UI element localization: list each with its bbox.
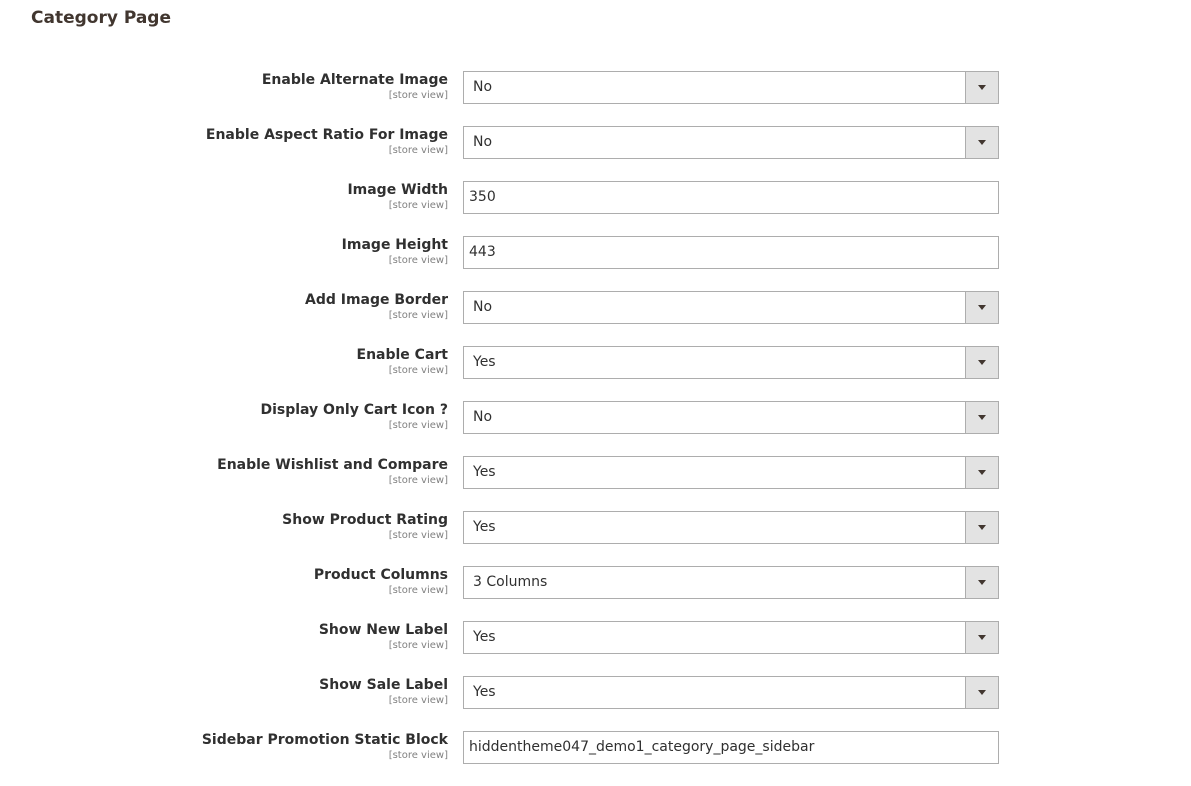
field-label-group (260, 402, 448, 432)
field-label: Add Image Border (304, 292, 448, 308)
field-scope: [store view] (388, 145, 448, 156)
field-row-sidebar-promotion-block (0, 731, 1191, 786)
field-label-group (342, 237, 448, 267)
chevron-down-icon (978, 305, 986, 310)
field-label-group (357, 347, 449, 377)
select-value: Yes (473, 464, 496, 480)
enable-alternate-image-select[interactable] (463, 71, 999, 104)
dropdown-toggle[interactable] (965, 457, 998, 488)
input-value: hiddentheme047_demo1_category_page_sidebar (469, 739, 815, 755)
field-label: Enable Alternate Image (261, 72, 448, 88)
field-row-enable-wishlist-compare (0, 456, 1191, 511)
field-scope: [store view] (388, 420, 448, 431)
field-scope: [store view] (388, 530, 448, 541)
select-value: Yes (473, 629, 496, 645)
field-scope: [store view] (388, 90, 448, 101)
field-scope: [store view] (388, 310, 448, 321)
field-scope: [store view] (388, 475, 448, 486)
image-height-input[interactable] (463, 236, 999, 269)
field-label: Display Only Cart Icon ? (260, 402, 448, 418)
select-value: 3 Columns (473, 574, 548, 590)
select-value: No (473, 79, 493, 95)
dropdown-toggle[interactable] (965, 622, 998, 653)
show-sale-label-select[interactable] (463, 676, 999, 709)
field-label-group (262, 72, 448, 102)
field-scope: [store view] (388, 365, 448, 376)
dropdown-toggle[interactable] (965, 72, 998, 103)
field-label: Enable Aspect Ratio For Image (205, 127, 448, 143)
field-label-group (319, 677, 448, 707)
field-row-display-only-cart-icon (0, 401, 1191, 456)
field-label-group (305, 292, 448, 322)
chevron-down-icon (978, 140, 986, 145)
dropdown-toggle[interactable] (965, 512, 998, 543)
field-scope: [store view] (388, 200, 448, 211)
show-product-rating-select[interactable] (463, 511, 999, 544)
field-label-group (319, 622, 448, 652)
enable-wishlist-compare-select[interactable] (463, 456, 999, 489)
chevron-down-icon (978, 580, 986, 585)
chevron-down-icon (978, 360, 986, 365)
chevron-down-icon (978, 85, 986, 90)
section-title[interactable]: Category Page (31, 8, 172, 28)
field-label-group (206, 127, 448, 157)
field-label: Show Sale Label (319, 677, 448, 693)
chevron-down-icon (978, 525, 986, 530)
select-value: No (473, 299, 493, 315)
field-label: Enable Cart (356, 347, 448, 363)
field-scope: [store view] (388, 585, 448, 596)
dropdown-toggle[interactable] (965, 127, 998, 158)
show-new-label-select[interactable] (463, 621, 999, 654)
field-label: Image Width (347, 182, 448, 198)
chevron-down-icon (978, 635, 986, 640)
field-row-show-new-label (0, 621, 1191, 676)
field-scope: [store view] (388, 695, 448, 706)
field-row-add-image-border (0, 291, 1191, 346)
input-value: 350 (469, 189, 496, 205)
field-label-group (347, 182, 448, 212)
enable-cart-select[interactable] (463, 346, 999, 379)
field-label: Image Height (341, 237, 448, 253)
field-row-enable-cart (0, 346, 1191, 401)
select-value: No (473, 409, 493, 425)
config-fieldset (0, 71, 1191, 786)
field-scope: [store view] (388, 750, 448, 761)
field-label-group (282, 512, 448, 542)
dropdown-toggle[interactable] (965, 347, 998, 378)
field-row-enable-aspect-ratio (0, 126, 1191, 181)
field-label: Show New Label (318, 622, 448, 638)
chevron-down-icon (978, 415, 986, 420)
field-label: Sidebar Promotion Static Block (201, 732, 448, 748)
field-row-product-columns (0, 566, 1191, 621)
chevron-down-icon (978, 470, 986, 475)
add-image-border-select[interactable] (463, 291, 999, 324)
product-columns-select[interactable] (463, 566, 999, 599)
chevron-down-icon (978, 690, 986, 695)
input-value: 443 (469, 244, 496, 260)
dropdown-toggle[interactable] (965, 402, 998, 433)
select-value: Yes (473, 354, 496, 370)
dropdown-toggle[interactable] (965, 292, 998, 323)
display-only-cart-icon-select[interactable] (463, 401, 999, 434)
field-row-image-width (0, 181, 1191, 236)
field-scope: [store view] (388, 255, 448, 266)
field-row-image-height (0, 236, 1191, 291)
field-label: Product Columns (313, 567, 448, 583)
field-label-group (217, 457, 448, 487)
enable-aspect-ratio-select[interactable] (463, 126, 999, 159)
dropdown-toggle[interactable] (965, 677, 998, 708)
field-row-show-product-rating (0, 511, 1191, 566)
field-label: Enable Wishlist and Compare (217, 457, 448, 473)
select-value: Yes (473, 519, 496, 535)
dropdown-toggle[interactable] (965, 567, 998, 598)
sidebar-promotion-block-input[interactable] (463, 731, 999, 764)
field-scope: [store view] (388, 640, 448, 651)
select-value: No (473, 134, 493, 150)
field-label-group (314, 567, 448, 597)
field-row-show-sale-label (0, 676, 1191, 731)
field-row-enable-alternate-image (0, 71, 1191, 126)
field-label: Show Product Rating (282, 512, 448, 528)
field-label-group (202, 732, 448, 762)
select-value: Yes (473, 684, 496, 700)
image-width-input[interactable] (463, 181, 999, 214)
